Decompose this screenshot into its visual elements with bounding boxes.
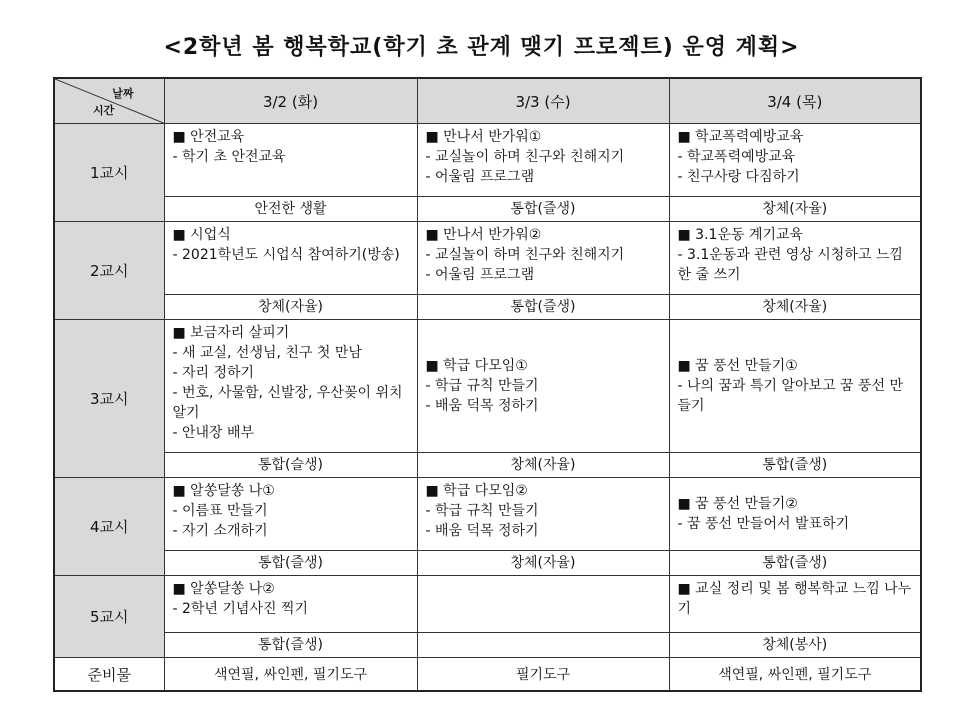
activity-cell: [417, 124, 669, 197]
subject-row: [54, 551, 921, 576]
activity-detail: - 학교폭력예방교육: [677, 149, 796, 165]
activity-cell: [164, 124, 417, 197]
activity-title: ■ 알쏭달쏭 나②: [172, 581, 275, 597]
date-label: 날짜: [112, 87, 134, 100]
subject-label: [417, 633, 669, 658]
activity-cell: [164, 576, 417, 633]
activity-cell: [164, 478, 417, 551]
period-label: 3교시: [54, 320, 164, 478]
subject-label: 통합(즐생): [164, 551, 417, 576]
period-label: 1교시: [54, 124, 164, 222]
activity-cell: [669, 320, 921, 453]
activity-cell: [669, 478, 921, 551]
activity-cell: [669, 576, 921, 633]
activity-detail: - 3.1운동과 관련 영상 시청하고 느낌 한 줄 쓰기: [677, 247, 903, 283]
activity-detail: - 어울림 프로그램: [425, 169, 535, 185]
activity-detail: - 나의 꿈과 특기 알아보고 꿈 풍선 만들기: [677, 378, 904, 414]
activity-cell: [164, 222, 417, 295]
activity-cell: [417, 320, 669, 453]
subject-label: 창체(봉사): [669, 633, 921, 658]
activity-detail: - 안내장 배부: [172, 425, 255, 441]
subject-label: 창체(자율): [669, 295, 921, 320]
period-row: [54, 124, 921, 197]
subject-row: [54, 633, 921, 658]
activity-cell: [669, 124, 921, 197]
materials-row: [54, 658, 921, 692]
activity-detail: - 교실놀이 하며 친구와 친해지기: [425, 247, 625, 263]
activity-detail: - 학기 초 안전교육: [172, 149, 286, 165]
activity-detail: - 2021학년도 시업식 참여하기(방송): [172, 247, 400, 263]
activity-detail: - 이름표 만들기: [172, 503, 268, 519]
activity-title: ■ 학급 다모임①: [425, 358, 528, 374]
subject-label: 통합(즐생): [669, 551, 921, 576]
activity-detail: - 번호, 사물함, 신발장, 우산꽂이 위치 알기: [172, 385, 403, 421]
subject-label: 통합(즐생): [417, 295, 669, 320]
activity-cell: [417, 576, 669, 633]
corner-cell: [54, 78, 164, 124]
period-label: 4교시: [54, 478, 164, 576]
activity-title: ■ 만나서 반가워①: [425, 129, 542, 145]
activity-title: ■ 학급 다모임②: [425, 483, 528, 499]
activity-title: ■ 학교폭력예방교육: [677, 129, 804, 145]
activity-title: ■ 3.1운동 계기교육: [677, 227, 804, 243]
subject-label: 통합(즐생): [164, 633, 417, 658]
materials-cell: 색연필, 싸인펜, 필기도구: [669, 658, 921, 692]
subject-label: 통합(즐생): [417, 197, 669, 222]
subject-label: 안전한 생활: [164, 197, 417, 222]
subject-label: 창체(자율): [417, 551, 669, 576]
activity-title: ■ 꿈 풍선 만들기①: [677, 358, 798, 374]
period-row: [54, 478, 921, 551]
subject-row: [54, 295, 921, 320]
activity-title: ■ 안전교육: [172, 129, 245, 145]
activity-cell: [669, 222, 921, 295]
period-row: [54, 222, 921, 295]
activity-title: ■ 시업식: [172, 227, 231, 243]
activity-title: ■ 알쏭달쏭 나①: [172, 483, 275, 499]
subject-label: 창체(자율): [164, 295, 417, 320]
activity-detail: - 자기 소개하기: [172, 523, 268, 539]
activity-cell: [417, 222, 669, 295]
activity-cell: [164, 320, 417, 453]
activity-detail: - 자리 정하기: [172, 365, 255, 381]
activity-detail: - 배움 덕목 정하기: [425, 398, 539, 414]
period-row: [54, 576, 921, 633]
period-row: [54, 320, 921, 453]
activity-detail: - 교실놀이 하며 친구와 친해지기: [425, 149, 625, 165]
period-label: 5교시: [54, 576, 164, 658]
materials-cell: 색연필, 싸인펜, 필기도구: [164, 658, 417, 692]
subject-row: [54, 453, 921, 478]
time-label: 시간: [93, 104, 115, 117]
activity-detail: - 새 교실, 선생님, 친구 첫 만남: [172, 345, 362, 361]
subject-label: 통합(즐생): [669, 453, 921, 478]
subject-label: 창체(자율): [669, 197, 921, 222]
activity-title: ■ 교실 정리 및 봄 행복학교 느낌 나누기: [677, 581, 912, 617]
materials-label: 준비물: [54, 658, 164, 692]
header-row: [54, 78, 921, 124]
activity-detail: - 꿈 풍선 만들어서 발표하기: [677, 516, 850, 532]
subject-row: [54, 197, 921, 222]
activity-detail: - 학급 규칙 만들기: [425, 503, 539, 519]
activity-title: ■ 꿈 풍선 만들기②: [677, 496, 798, 512]
schedule-table: [53, 77, 922, 692]
page-title: <2학년 봄 행복학교(학기 초 관계 맺기 프로젝트) 운영 계획>: [163, 35, 800, 60]
subject-label: 통합(슬생): [164, 453, 417, 478]
day-header: 3/2 (화): [164, 78, 417, 124]
activity-detail: - 2학년 기념사진 찍기: [172, 601, 309, 617]
day-header: 3/4 (목): [669, 78, 921, 124]
activity-detail: - 배움 덕목 정하기: [425, 523, 539, 539]
activity-title: ■ 보금자리 살피기: [172, 325, 290, 341]
activity-cell: [417, 478, 669, 551]
subject-label: 창체(자율): [417, 453, 669, 478]
activity-detail: - 어울림 프로그램: [425, 267, 535, 283]
period-label: 2교시: [54, 222, 164, 320]
materials-cell: 필기도구: [417, 658, 669, 692]
activity-detail: - 친구사랑 다짐하기: [677, 169, 800, 185]
day-header: 3/3 (수): [417, 78, 669, 124]
activity-title: ■ 만나서 반가워②: [425, 227, 542, 243]
activity-detail: - 학급 규칙 만들기: [425, 378, 539, 394]
